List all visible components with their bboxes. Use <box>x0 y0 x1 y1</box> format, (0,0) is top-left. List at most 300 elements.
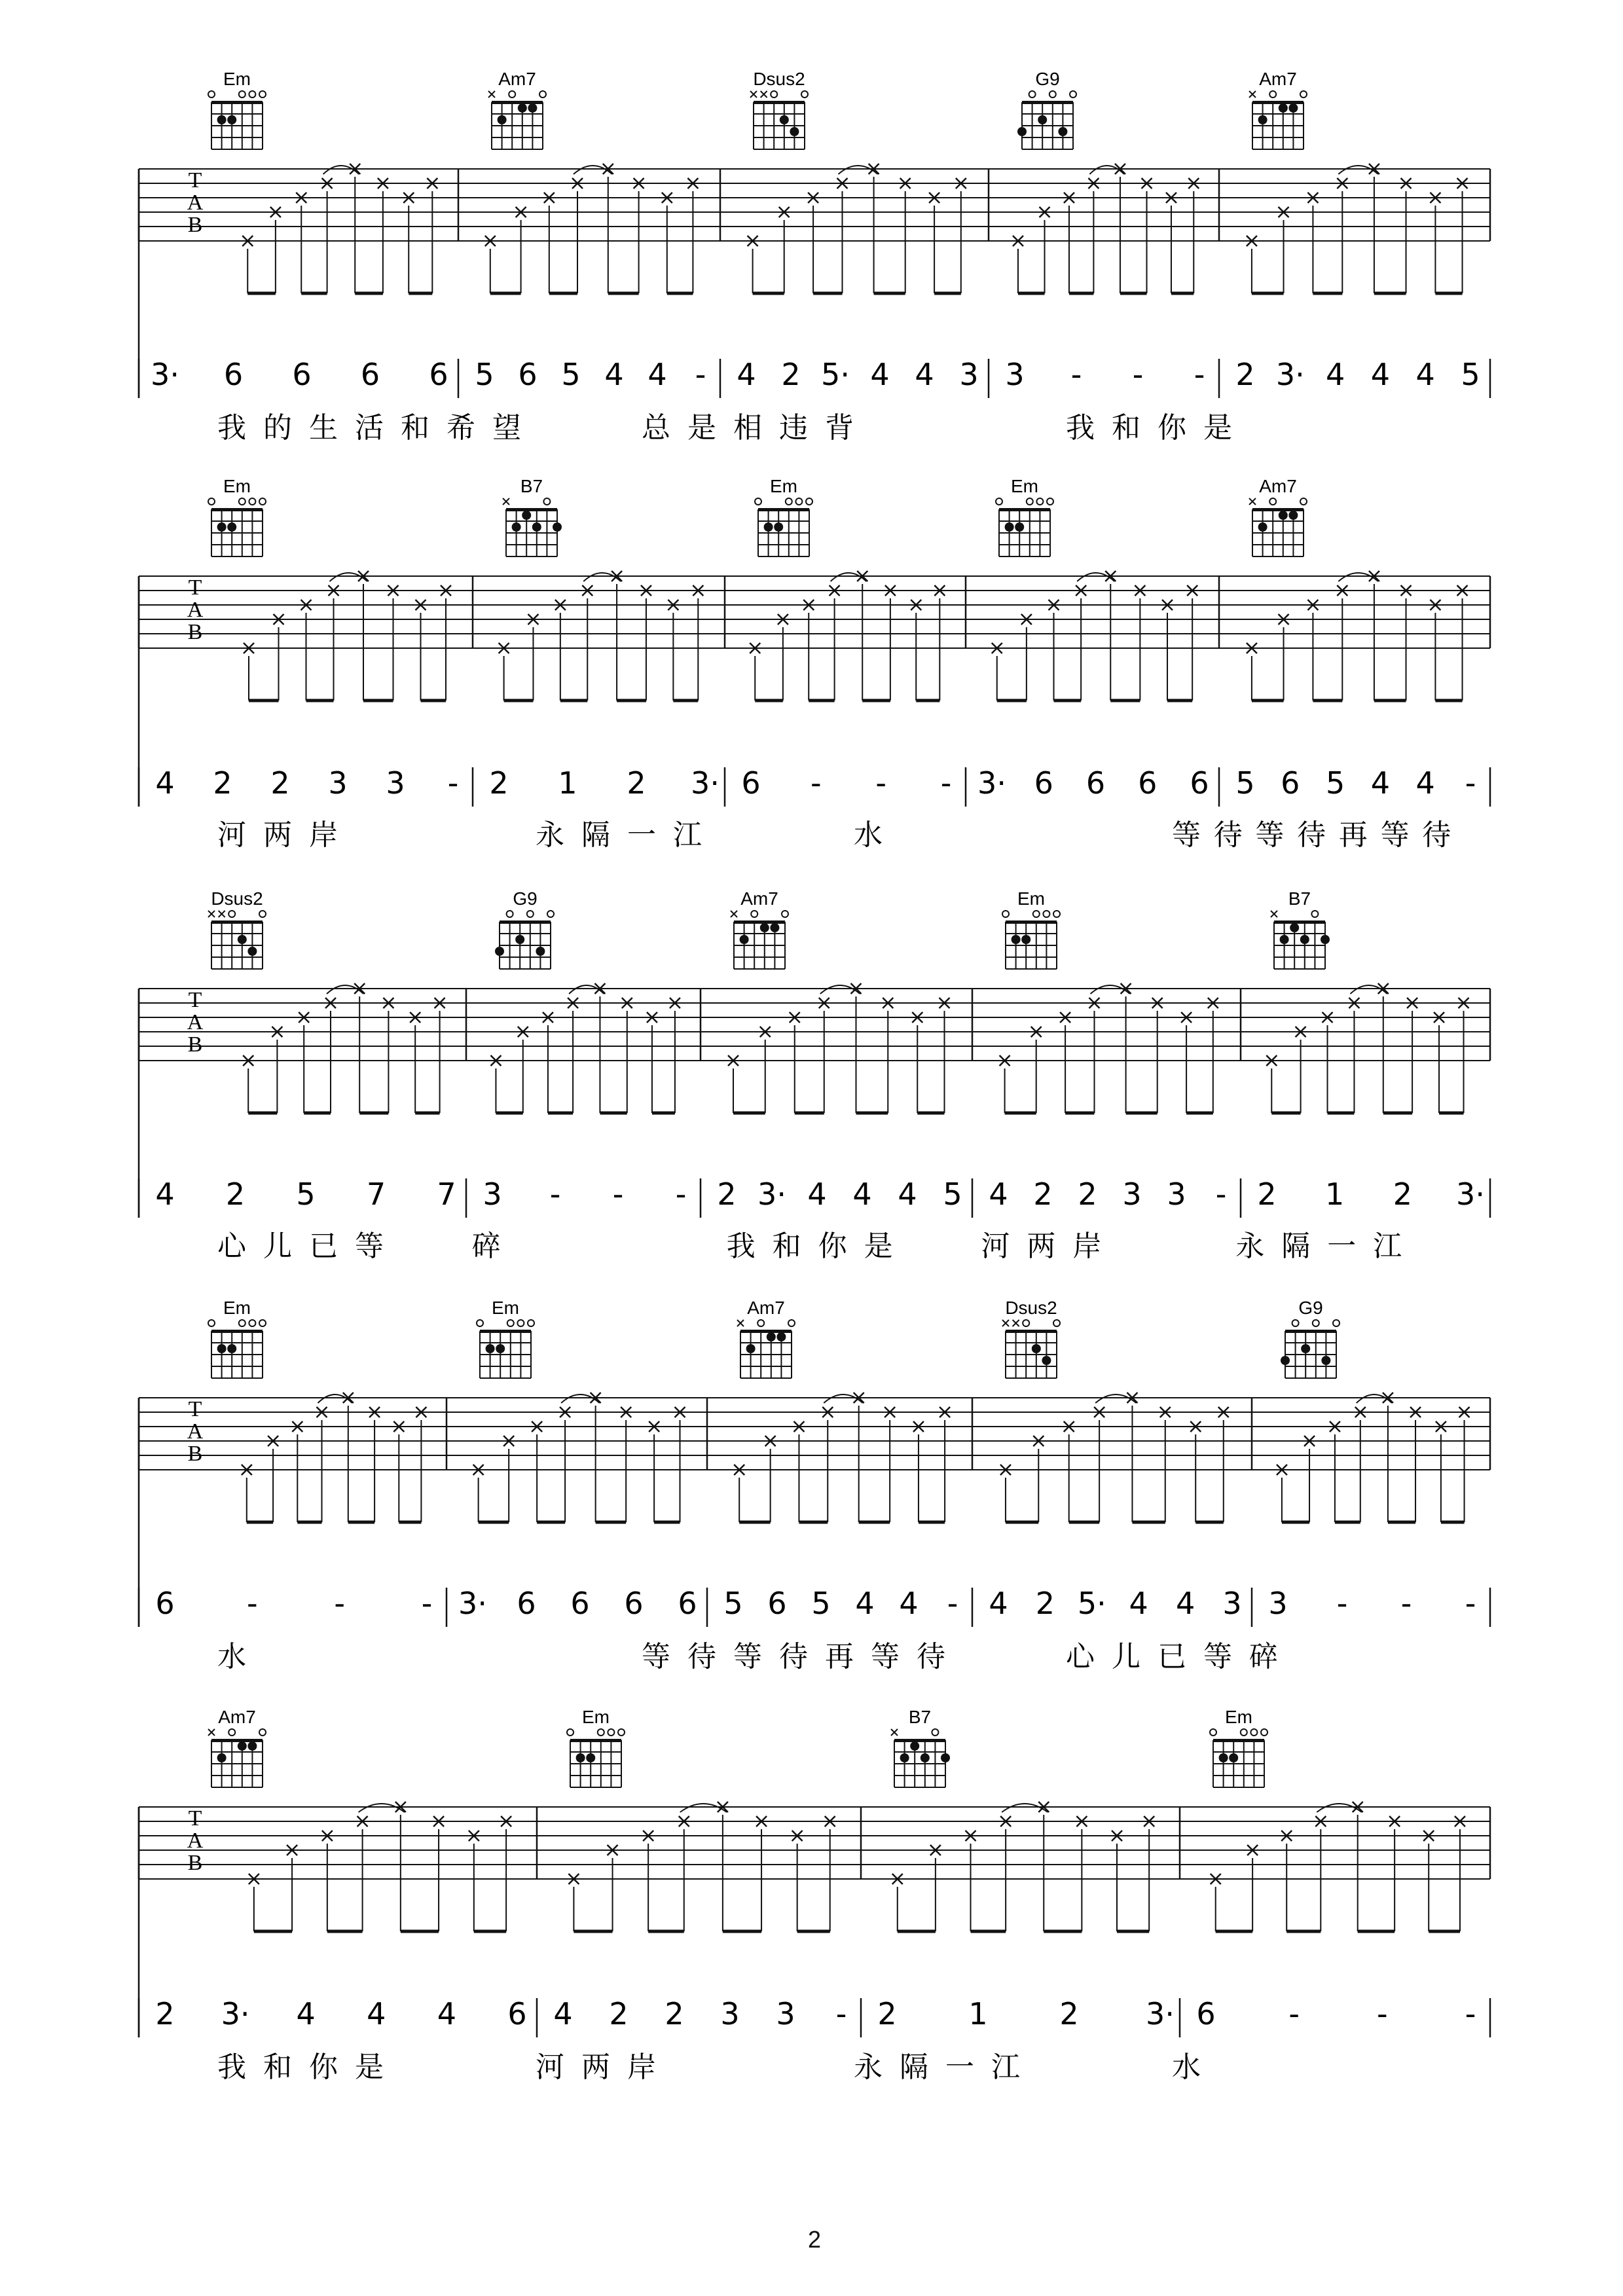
lyric-char: 碎 <box>471 1230 501 1263</box>
finger-dot <box>1301 1344 1310 1353</box>
nut <box>211 101 263 104</box>
chord-name: B7 <box>908 1707 932 1727</box>
sustain-dash: - <box>675 1176 687 1212</box>
lyric-char: 水 <box>1172 2050 1201 2084</box>
tab-clef-letter: T <box>188 575 202 600</box>
chord-diagram-em <box>567 1707 625 1787</box>
lyric-line <box>217 818 1451 852</box>
jianpu-note: 6 <box>518 357 538 392</box>
system-5 <box>139 1802 1490 2084</box>
lyric-char: 江 <box>1373 1230 1402 1263</box>
nut <box>570 1739 621 1742</box>
sustain-dash: - <box>334 1586 345 1621</box>
jianpu-note: 3 <box>776 1996 795 2032</box>
open-string-mark <box>1029 91 1036 98</box>
lyric-char: 相 <box>733 411 762 445</box>
open-string-mark <box>801 91 808 98</box>
jianpu-note: 2 <box>781 357 801 392</box>
open-string-mark <box>1292 1320 1299 1326</box>
tab-clef-letter: B <box>187 620 203 644</box>
numbered-measure <box>877 1996 1175 2032</box>
nut <box>1006 1330 1057 1333</box>
finger-dot <box>790 127 799 136</box>
finger-dot <box>1281 1356 1290 1365</box>
lyric-char: 隔 <box>1281 1230 1311 1263</box>
chord-name: Em <box>1011 476 1038 496</box>
lyric-char: 已 <box>1158 1640 1186 1673</box>
chord-diagram-em <box>208 1298 266 1378</box>
jianpu-note: 6 <box>360 357 380 392</box>
jianpu-note: 3 <box>1122 1176 1142 1212</box>
finger-dot <box>1005 522 1014 532</box>
lyric-char: 等 <box>1172 818 1201 852</box>
jianpu-note: 5 <box>561 357 581 392</box>
system-2 <box>139 571 1490 852</box>
jianpu-note: 5 <box>475 357 494 392</box>
finger-dot <box>247 1741 257 1751</box>
nut <box>1022 101 1073 104</box>
jianpu-note: 2 <box>665 1996 684 2032</box>
tab-clef-letter: B <box>187 1851 203 1875</box>
chord-diagram-em <box>208 476 266 556</box>
jianpu-note: 5 <box>1235 765 1255 801</box>
lyric-char: 水 <box>854 818 883 852</box>
finger-dot <box>776 1332 786 1341</box>
lyric-char: 活 <box>355 411 384 445</box>
lyric-char: 永 <box>536 818 564 852</box>
chord-diagram-am7 <box>488 69 546 149</box>
jianpu-note: 3 <box>386 765 405 801</box>
nut <box>1252 508 1304 511</box>
finger-dot <box>900 1753 909 1762</box>
open-string-mark <box>1210 1729 1216 1736</box>
chord-diagram-em <box>208 69 266 149</box>
lyric-char: 一 <box>627 818 656 852</box>
lyric-line <box>217 2050 1201 2084</box>
muted-string-mark <box>488 91 495 98</box>
jianpu-note: 4 <box>367 1996 386 2032</box>
chord-name: Am7 <box>498 69 536 89</box>
chord-diagram-em <box>1002 888 1060 969</box>
jianpu-note: 1 <box>1325 1176 1345 1212</box>
finger-dot <box>586 1753 595 1762</box>
system-1 <box>139 164 1490 445</box>
open-string-mark <box>1300 91 1307 98</box>
jianpu-note: 4 <box>1415 357 1435 392</box>
sustain-dash: - <box>947 1586 958 1621</box>
chord-name: Dsus2 <box>1005 1298 1057 1318</box>
finger-dot <box>553 522 562 532</box>
jianpu-note: 4 <box>915 357 934 392</box>
finger-dot <box>1288 103 1298 113</box>
nut <box>894 1739 945 1742</box>
jianpu-note: 4 <box>989 1176 1008 1212</box>
open-string-mark <box>1023 1320 1029 1326</box>
chord-name: Am7 <box>1259 476 1297 496</box>
open-string-mark <box>1333 1320 1340 1326</box>
open-string-mark <box>1049 91 1056 98</box>
finger-dot <box>1280 935 1289 944</box>
muted-string-mark <box>1271 911 1277 917</box>
lyric-char: 岸 <box>1072 1230 1102 1263</box>
jianpu-note: 6 <box>1085 765 1106 801</box>
jianpu-note: 6 <box>429 357 448 392</box>
lyric-line <box>217 1640 1278 1673</box>
nut <box>1252 101 1304 104</box>
finger-dot <box>1321 935 1330 944</box>
finger-dot <box>780 115 789 124</box>
lyric-char: 隔 <box>581 818 610 852</box>
numbered-measure <box>151 357 448 392</box>
finger-dot <box>1042 1356 1051 1365</box>
jianpu-note: 3 <box>1167 1176 1186 1212</box>
jianpu-note: 5 <box>723 1586 743 1621</box>
open-string-mark <box>249 1320 255 1326</box>
numbered-measure <box>458 1586 697 1621</box>
jianpu-note: 4 <box>852 1176 872 1212</box>
jianpu-note: 2 <box>213 765 232 801</box>
jianpu-note: 6 <box>1196 1996 1216 2032</box>
lyric-char: 再 <box>825 1640 854 1673</box>
open-string-mark <box>239 498 246 505</box>
jianpu-note: 3· <box>151 357 179 392</box>
chord-name: Em <box>492 1298 519 1318</box>
open-string-mark <box>1070 91 1076 98</box>
chord-name: Em <box>223 1298 251 1318</box>
tab-clef-letter: A <box>187 1829 204 1853</box>
open-string-mark <box>239 1320 246 1326</box>
chord-diagram-dsus2 <box>208 888 266 969</box>
lyric-char: 待 <box>779 1640 808 1673</box>
open-string-mark <box>1311 911 1318 917</box>
numbered-measure <box>155 1586 432 1621</box>
jianpu-note: 1 <box>558 765 577 801</box>
lyric-char: 待 <box>1213 818 1243 852</box>
nut <box>506 508 557 511</box>
lyric-char: 望 <box>492 411 521 445</box>
lyric-char: 等 <box>1255 818 1285 852</box>
open-string-mark <box>228 911 235 917</box>
jianpu-note: 5 <box>943 1176 962 1212</box>
lyric-char: 希 <box>447 411 475 445</box>
nut <box>211 1330 263 1333</box>
jianpu-note: 3· <box>1456 1176 1485 1212</box>
sustain-dash: - <box>1465 765 1476 801</box>
open-string-mark <box>1261 1729 1267 1736</box>
lyric-char: 一 <box>945 2050 974 2084</box>
finger-dot <box>247 947 257 956</box>
lyric-char: 儿 <box>263 1230 292 1263</box>
jianpu-note: 3 <box>328 765 348 801</box>
jianpu-note: 6 <box>1281 765 1300 801</box>
jianpu-note: 4 <box>1325 357 1345 392</box>
jianpu-note: 2 <box>489 765 509 801</box>
lyric-char: 待 <box>1297 818 1326 852</box>
lyric-char: 一 <box>1327 1230 1357 1263</box>
lyric-char: 两 <box>263 818 292 852</box>
open-string-mark <box>788 1320 795 1326</box>
finger-dot <box>921 1753 930 1762</box>
open-string-mark <box>806 498 812 505</box>
sustain-dash: - <box>1215 1176 1227 1212</box>
open-string-mark <box>1269 498 1276 505</box>
sustain-dash: - <box>835 1996 847 2032</box>
chord-diagram-em <box>477 1298 534 1378</box>
lyric-char: 待 <box>917 1640 945 1673</box>
muted-string-mark <box>1249 91 1256 98</box>
finger-dot <box>1258 115 1267 124</box>
open-string-mark <box>1047 498 1053 505</box>
open-string-mark <box>795 498 802 505</box>
chord-diagram-em <box>755 476 812 556</box>
open-string-mark <box>1036 498 1043 505</box>
finger-dot <box>764 522 773 532</box>
open-string-mark <box>228 1729 235 1736</box>
lyric-char: 和 <box>772 1230 801 1263</box>
open-string-mark <box>618 1729 625 1736</box>
jianpu-note: 4 <box>647 357 667 392</box>
jianpu-note: 3· <box>691 765 720 801</box>
chord-diagram-b7 <box>891 1707 950 1787</box>
finger-dot <box>522 511 531 520</box>
jianpu-note: 6 <box>517 1586 536 1621</box>
chord-name: Am7 <box>1259 69 1297 89</box>
finger-dot <box>217 1753 227 1762</box>
finger-dot <box>1258 522 1267 532</box>
finger-dot <box>528 103 537 113</box>
page-number: 2 <box>807 2226 822 2253</box>
chord-name: Em <box>223 69 251 89</box>
numbered-measure <box>155 1996 526 2032</box>
open-string-mark <box>1300 498 1307 505</box>
open-string-mark <box>259 1320 266 1326</box>
lyric-char: 永 <box>1235 1230 1265 1263</box>
open-string-mark <box>771 91 777 98</box>
sustain-dash: - <box>1465 1586 1476 1621</box>
jianpu-note: 6 <box>507 1996 527 2032</box>
jianpu-note: 6 <box>767 1586 787 1621</box>
open-string-mark <box>527 911 534 917</box>
muted-string-mark <box>1249 498 1256 505</box>
lyric-char: 是 <box>687 411 716 445</box>
jianpu-note: 5· <box>1077 1586 1106 1621</box>
muted-string-mark <box>761 91 767 98</box>
open-string-mark <box>208 1320 215 1326</box>
numbered-measure <box>723 1586 958 1621</box>
muted-string-mark <box>219 911 225 917</box>
open-string-mark <box>608 1729 614 1736</box>
muted-string-mark <box>503 498 509 505</box>
open-string-mark <box>1053 1320 1060 1326</box>
numbered-measure <box>155 1176 456 1212</box>
finger-dot <box>941 1753 950 1762</box>
numbered-measure <box>475 357 706 392</box>
chord-diagram-dsus2 <box>1002 1298 1060 1378</box>
lyric-char: 等 <box>1380 818 1410 852</box>
numbered-measure <box>741 765 951 801</box>
lyric-char: 心 <box>1066 1640 1095 1673</box>
tab-clef-letter: T <box>188 168 202 192</box>
sustain-dash: - <box>811 765 822 801</box>
jianpu-note: 2 <box>717 1176 737 1212</box>
sustain-dash: - <box>1465 1996 1476 2032</box>
lyric-char: 水 <box>217 1640 246 1673</box>
lyric-char: 两 <box>581 2050 610 2084</box>
lyric-char: 河 <box>981 1230 1010 1263</box>
chord-diagram-am7 <box>737 1298 795 1378</box>
chord-diagram-am7 <box>208 1707 266 1787</box>
sustain-dash: - <box>421 1586 433 1621</box>
finger-dot <box>217 522 227 532</box>
open-string-mark <box>208 498 215 505</box>
numbered-measure <box>1268 1586 1476 1621</box>
open-string-mark <box>1027 498 1033 505</box>
system-3 <box>139 983 1490 1263</box>
finger-dot <box>910 1741 919 1751</box>
lyric-char: 总 <box>642 411 670 445</box>
muted-string-mark <box>208 1729 215 1736</box>
finger-dot <box>217 1344 227 1353</box>
finger-dot <box>1017 127 1027 136</box>
jianpu-note: 6 <box>1138 765 1158 801</box>
finger-dot <box>238 935 247 944</box>
sustain-dash: - <box>612 1176 624 1212</box>
sustain-dash: - <box>549 1176 561 1212</box>
finger-dot <box>498 115 507 124</box>
lyric-char: 等 <box>642 1640 670 1673</box>
jianpu-note: 6 <box>570 1586 590 1621</box>
numbered-measure <box>977 765 1209 801</box>
lyric-char: 和 <box>401 411 429 445</box>
finger-dot <box>227 1344 236 1353</box>
lyric-char: 心 <box>217 1230 246 1263</box>
open-string-mark <box>239 91 246 98</box>
finger-dot <box>1279 511 1288 520</box>
finger-dot <box>740 935 749 944</box>
lyric-char: 是 <box>1203 411 1232 445</box>
open-string-mark <box>1269 91 1276 98</box>
tab-clef-letter: B <box>187 213 203 237</box>
tab-clef-letter: T <box>188 988 202 1012</box>
open-string-mark <box>782 911 788 917</box>
jianpu-note: 5 <box>1461 357 1480 392</box>
chord-name: Em <box>223 476 251 496</box>
jianpu-note: 3· <box>757 1176 786 1212</box>
lyric-char: 两 <box>1027 1230 1056 1263</box>
jianpu-note: 6 <box>1190 765 1209 801</box>
sustain-dash: - <box>1288 1996 1300 2032</box>
lyric-char: 江 <box>673 818 702 852</box>
muted-string-mark <box>750 91 757 98</box>
nut <box>734 920 785 924</box>
lyric-char: 违 <box>779 411 808 445</box>
finger-dot <box>536 947 545 956</box>
sustain-dash: - <box>1070 357 1082 392</box>
numbered-measure <box>553 1996 847 2032</box>
tab-clef-letter: T <box>188 1397 202 1421</box>
finger-dot <box>1032 1344 1041 1353</box>
chord-diagram-b7 <box>503 476 562 556</box>
open-string-mark <box>996 498 1002 505</box>
lyric-char: 岸 <box>627 2050 656 2084</box>
finger-dot <box>746 1344 756 1353</box>
jianpu-note: 3· <box>1146 1996 1175 2032</box>
lyric-char: 河 <box>536 2050 564 2084</box>
open-string-mark <box>1241 1729 1247 1736</box>
nut <box>1285 1330 1336 1333</box>
finger-dot <box>515 935 524 944</box>
finger-dot <box>1058 127 1067 136</box>
nut <box>1274 920 1325 924</box>
muted-string-mark <box>737 1320 744 1326</box>
open-string-mark <box>249 498 255 505</box>
muted-string-mark <box>1013 1320 1019 1326</box>
jianpu-note: 2 <box>1035 1586 1055 1621</box>
lyric-char: 我 <box>217 411 246 445</box>
jianpu-note: 2 <box>225 1176 246 1212</box>
lyric-char: 和 <box>1112 411 1140 445</box>
jianpu-note: 3· <box>977 765 1006 801</box>
jianpu-note: 6 <box>624 1586 644 1621</box>
open-string-mark <box>547 911 554 917</box>
finger-dot <box>1279 103 1288 113</box>
chord-diagram-em <box>1210 1707 1267 1787</box>
sustain-dash: - <box>1377 1996 1388 2032</box>
jianpu-note: 3 <box>1005 357 1025 392</box>
lyric-char: 岸 <box>309 818 338 852</box>
open-string-mark <box>1313 1320 1319 1326</box>
open-string-mark <box>786 498 792 505</box>
chord-name: Dsus2 <box>753 69 805 89</box>
finger-dot <box>774 522 783 532</box>
finger-dot <box>495 947 504 956</box>
nut <box>492 101 543 104</box>
chord-name: Em <box>770 476 797 496</box>
open-string-mark <box>509 91 515 98</box>
tab-clef-letter: A <box>187 191 204 215</box>
open-string-mark <box>543 498 550 505</box>
jianpu-note: 4 <box>1370 357 1391 392</box>
numbered-measure <box>1257 1176 1485 1212</box>
finger-dot <box>1321 1356 1330 1365</box>
tab-clef-letter: A <box>187 1010 204 1034</box>
finger-dot <box>532 522 541 532</box>
jianpu-note: 2 <box>270 765 290 801</box>
finger-dot <box>227 115 236 124</box>
lyric-char: 背 <box>825 411 854 445</box>
jianpu-note: 3 <box>483 1176 502 1212</box>
finger-dot <box>576 1753 585 1762</box>
tab-clef-letter: A <box>187 598 204 622</box>
finger-dot <box>1015 522 1024 532</box>
chord-name: Am7 <box>218 1707 256 1727</box>
lyric-char: 等 <box>355 1230 384 1263</box>
jianpu-note: 4 <box>989 1586 1008 1621</box>
chord-diagram-am7 <box>1249 69 1307 149</box>
lyric-char: 我 <box>217 2050 246 2084</box>
finger-dot <box>238 1741 247 1751</box>
finger-dot <box>1290 923 1299 932</box>
lyric-line <box>217 1230 1402 1263</box>
numbered-measure <box>1235 765 1476 801</box>
lyric-char: 隔 <box>900 2050 928 2084</box>
jianpu-note: 3· <box>221 1996 250 2032</box>
lyric-char: 和 <box>263 2050 292 2084</box>
lyric-char: 再 <box>1338 818 1368 852</box>
numbered-measure <box>989 1586 1241 1621</box>
muted-string-mark <box>1002 1320 1009 1326</box>
chord-name: Am7 <box>747 1298 785 1318</box>
